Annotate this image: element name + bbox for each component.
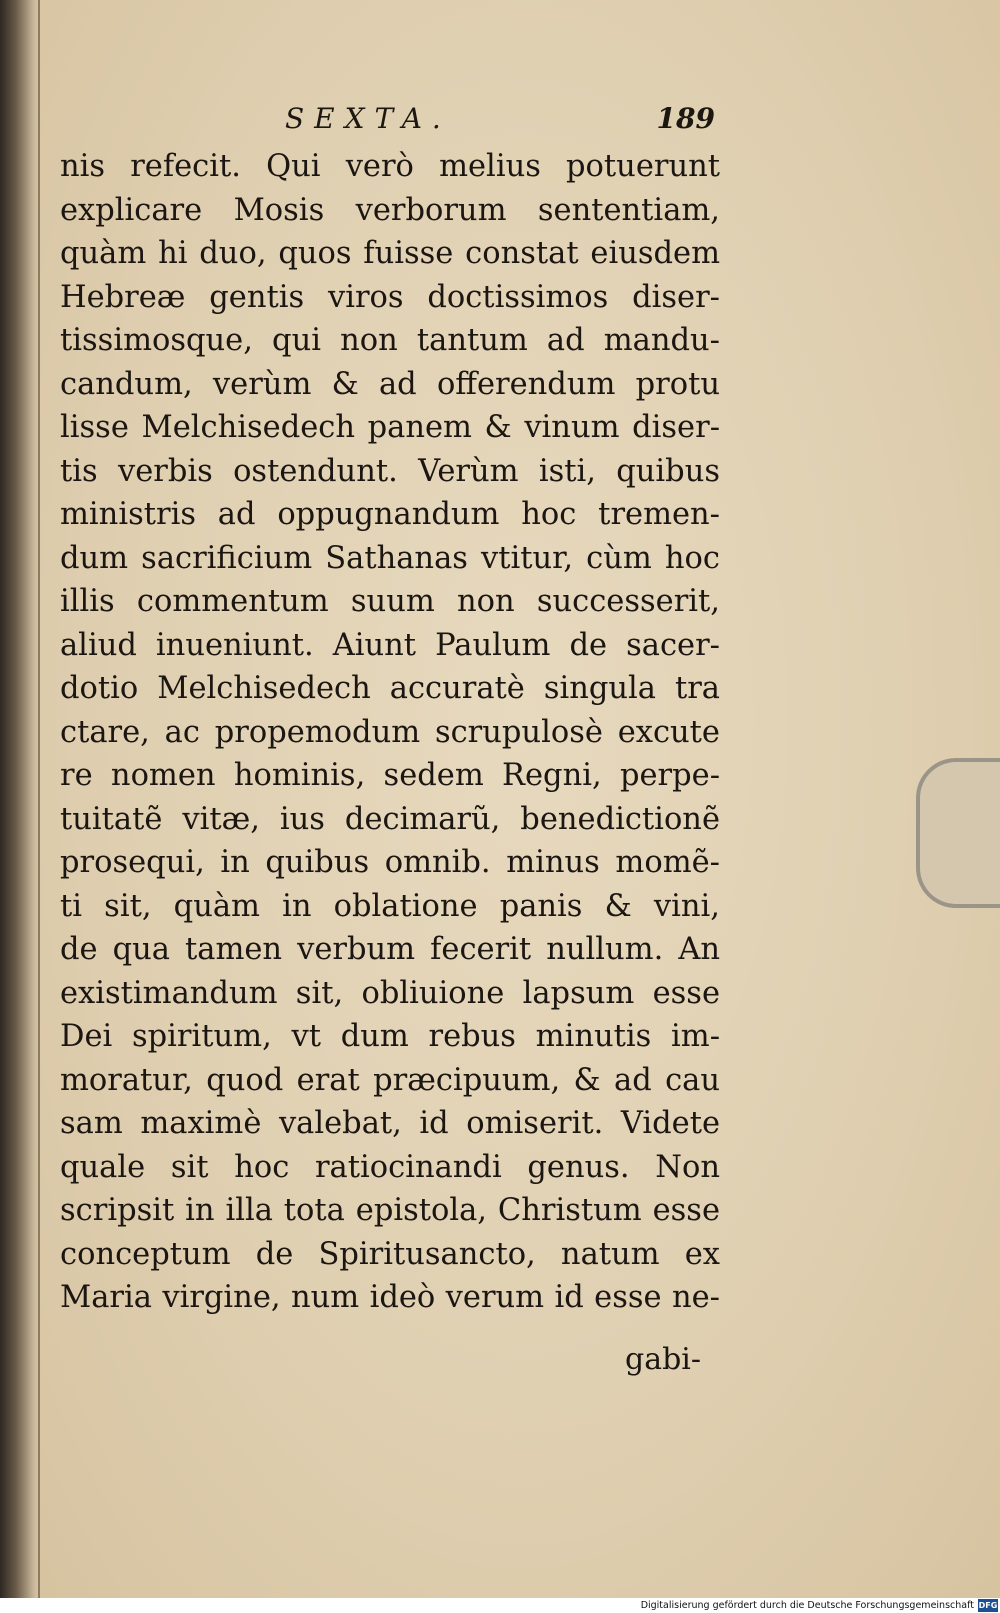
text-line: tissimosque, qui non tantum ad mandu-	[60, 323, 720, 358]
page-number: 189	[656, 102, 715, 135]
text-line: prosequi, in quibus omnib. minus momẽ-	[60, 845, 720, 880]
text-line: Hebreæ gentis viros doctissimos diser-	[60, 279, 720, 315]
catchword: gabi-	[625, 1342, 702, 1377]
previous-page-edge	[0, 0, 40, 1600]
text-line: explicare Mosis verborum sententiam,	[60, 192, 720, 228]
text-line: aliud inueniunt. Aiunt Paulum de sacer-	[60, 627, 720, 663]
text-line: nis refecit. Qui verò melius potuerunt	[60, 149, 720, 184]
text-line: Maria virgine, num ideò verum id esse ne-	[60, 1280, 720, 1315]
text-line: conceptum de Spiritusancto, natum ex	[60, 1236, 720, 1272]
text-line: de qua tamen verbum fecerit nullum. An	[60, 932, 720, 967]
text-line: ti sit, quàm in oblatione panis & vini,	[60, 888, 720, 924]
text-line: existimandum sit, obliuione lapsum esse	[60, 975, 720, 1011]
text-line: dotio Melchisedech accuratè singula tra	[60, 671, 720, 706]
text-line: dum sacrificium Sathanas vtitur, cùm hoc	[60, 540, 720, 576]
text-line: Dei spiritum, vt dum rebus minutis im-	[60, 1019, 720, 1054]
text-line: lisse Melchisedech panem & vinum diser-	[60, 410, 720, 445]
text-line: illis commentum suum non successerit,	[60, 584, 720, 619]
text-line: candum, verùm & ad offerendum protu	[60, 366, 720, 402]
text-line: scripsit in illa tota epistola, Christum esse	[60, 1193, 720, 1228]
body-text	[60, 145, 720, 1320]
text-line: tuitatẽ vitæ, ius decimarũ, benedictionẽ	[60, 801, 720, 837]
text-line: quàm hi duo, quos fuisse constat eiusdem	[60, 236, 720, 271]
footer-bar	[0, 1598, 1000, 1613]
text-line: ctare, ac propemodum scrupulosè excute	[60, 714, 720, 750]
text-line: quale sit hoc ratiocinandi genus. Non	[60, 1149, 720, 1185]
text-line: ministris ad oppugnandum hoc tremen-	[60, 497, 720, 532]
text-line: re nomen hominis, sedem Regni, perpe-	[60, 758, 720, 793]
text-line: tis verbis ostendunt. Verùm isti, quibus	[60, 453, 720, 489]
dfg-logo-icon: DFG	[978, 1601, 998, 1610]
text-line: moratur, quod erat præcipuum, & ad cau	[60, 1062, 720, 1098]
text-line: sam maximè valebat, id omiserit. Videte	[60, 1106, 720, 1141]
page-clasp	[916, 758, 1000, 908]
page-header	[285, 102, 715, 142]
digitization-credit: Digitalisierung gefördert durch die Deutsche Forschungsgemeinschaft	[640, 1600, 974, 1611]
running-head: SEXTA.	[285, 102, 451, 135]
